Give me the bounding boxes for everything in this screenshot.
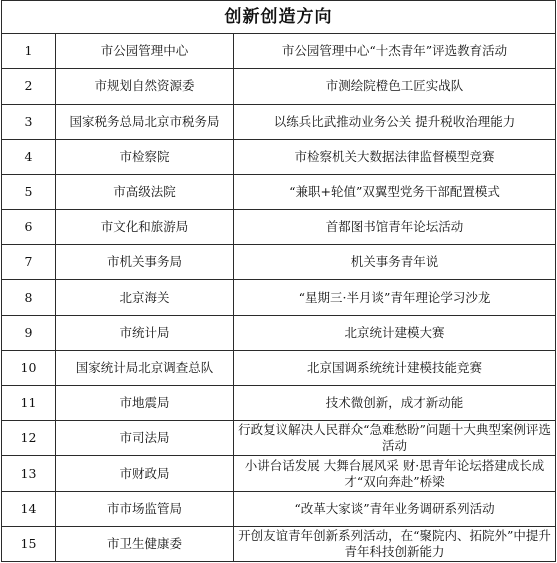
row-unit: 市高级法院 bbox=[56, 174, 234, 209]
row-number: 2 bbox=[2, 69, 56, 104]
table-row bbox=[2, 34, 556, 69]
row-project: “星期三·半月谈”青年理论学习沙龙 bbox=[234, 280, 556, 315]
row-project: 市公园管理中心“十杰青年”评选教育活动 bbox=[234, 34, 556, 69]
row-number: 5 bbox=[2, 174, 56, 209]
row-project: 市检察机关大数据法律监督模型竞赛 bbox=[234, 139, 556, 174]
row-unit: 市文化和旅游局 bbox=[56, 210, 234, 245]
row-unit: 市财政局 bbox=[56, 456, 234, 491]
row-unit: 国家统计局北京调查总队 bbox=[56, 350, 234, 385]
row-unit: 市规划自然资源委 bbox=[56, 69, 234, 104]
row-unit: 市司法局 bbox=[56, 421, 234, 456]
table-row bbox=[2, 315, 556, 350]
row-number: 3 bbox=[2, 104, 56, 139]
table-row bbox=[2, 210, 556, 245]
row-project: “兼职+轮值”双翼型党务干部配置模式 bbox=[234, 174, 556, 209]
row-unit: 市检察院 bbox=[56, 139, 234, 174]
table-row bbox=[2, 174, 556, 209]
row-unit: 市卫生健康委 bbox=[56, 526, 234, 561]
table-row bbox=[2, 104, 556, 139]
table-row bbox=[2, 280, 556, 315]
row-number: 11 bbox=[2, 386, 56, 421]
row-project: 小讲台话发展 大舞台展风采 财·思青年论坛搭建成长成才“双向奔赴”桥梁 bbox=[234, 456, 556, 491]
row-unit: 市公园管理中心 bbox=[56, 34, 234, 69]
row-number: 6 bbox=[2, 210, 56, 245]
row-unit: 北京海关 bbox=[56, 280, 234, 315]
row-number: 7 bbox=[2, 245, 56, 280]
row-unit: 市市场监管局 bbox=[56, 491, 234, 526]
row-unit: 市机关事务局 bbox=[56, 245, 234, 280]
table-title-row bbox=[2, 1, 556, 34]
row-project: 以练兵比武推动业务公关 提升税收治理能力 bbox=[234, 104, 556, 139]
row-project: 行政复议解决人民群众“急难愁盼”问题十大典型案例评选活动 bbox=[234, 421, 556, 456]
row-number: 13 bbox=[2, 456, 56, 491]
table-row bbox=[2, 456, 556, 491]
row-project: 北京统计建模大赛 bbox=[234, 315, 556, 350]
row-number: 15 bbox=[2, 526, 56, 561]
row-number: 10 bbox=[2, 350, 56, 385]
table-row bbox=[2, 386, 556, 421]
table-row bbox=[2, 350, 556, 385]
table-row bbox=[2, 245, 556, 280]
table-row bbox=[2, 491, 556, 526]
row-unit: 市地震局 bbox=[56, 386, 234, 421]
table-row bbox=[2, 526, 556, 561]
row-project: 开创友谊青年创新系列活动，在“聚院内、拓院外”中提升青年科技创新能力 bbox=[234, 526, 556, 561]
table-title: 创新创造方向 bbox=[2, 1, 556, 34]
row-project: 市测绘院橙色工匠实战队 bbox=[234, 69, 556, 104]
row-unit: 国家税务总局北京市税务局 bbox=[56, 104, 234, 139]
row-number: 14 bbox=[2, 491, 56, 526]
innovation-table bbox=[1, 0, 556, 562]
row-project: “改革大家谈”青年业务调研系列活动 bbox=[234, 491, 556, 526]
table-row bbox=[2, 69, 556, 104]
row-number: 12 bbox=[2, 421, 56, 456]
table-row bbox=[2, 421, 556, 456]
row-project: 机关事务青年说 bbox=[234, 245, 556, 280]
table-row bbox=[2, 139, 556, 174]
row-project: 北京国调系统统计建模技能竞赛 bbox=[234, 350, 556, 385]
row-unit: 市统计局 bbox=[56, 315, 234, 350]
row-number: 9 bbox=[2, 315, 56, 350]
row-project: 技术微创新，成才新动能 bbox=[234, 386, 556, 421]
row-project: 首都图书馆青年论坛活动 bbox=[234, 210, 556, 245]
row-number: 1 bbox=[2, 34, 56, 69]
row-number: 4 bbox=[2, 139, 56, 174]
row-number: 8 bbox=[2, 280, 56, 315]
